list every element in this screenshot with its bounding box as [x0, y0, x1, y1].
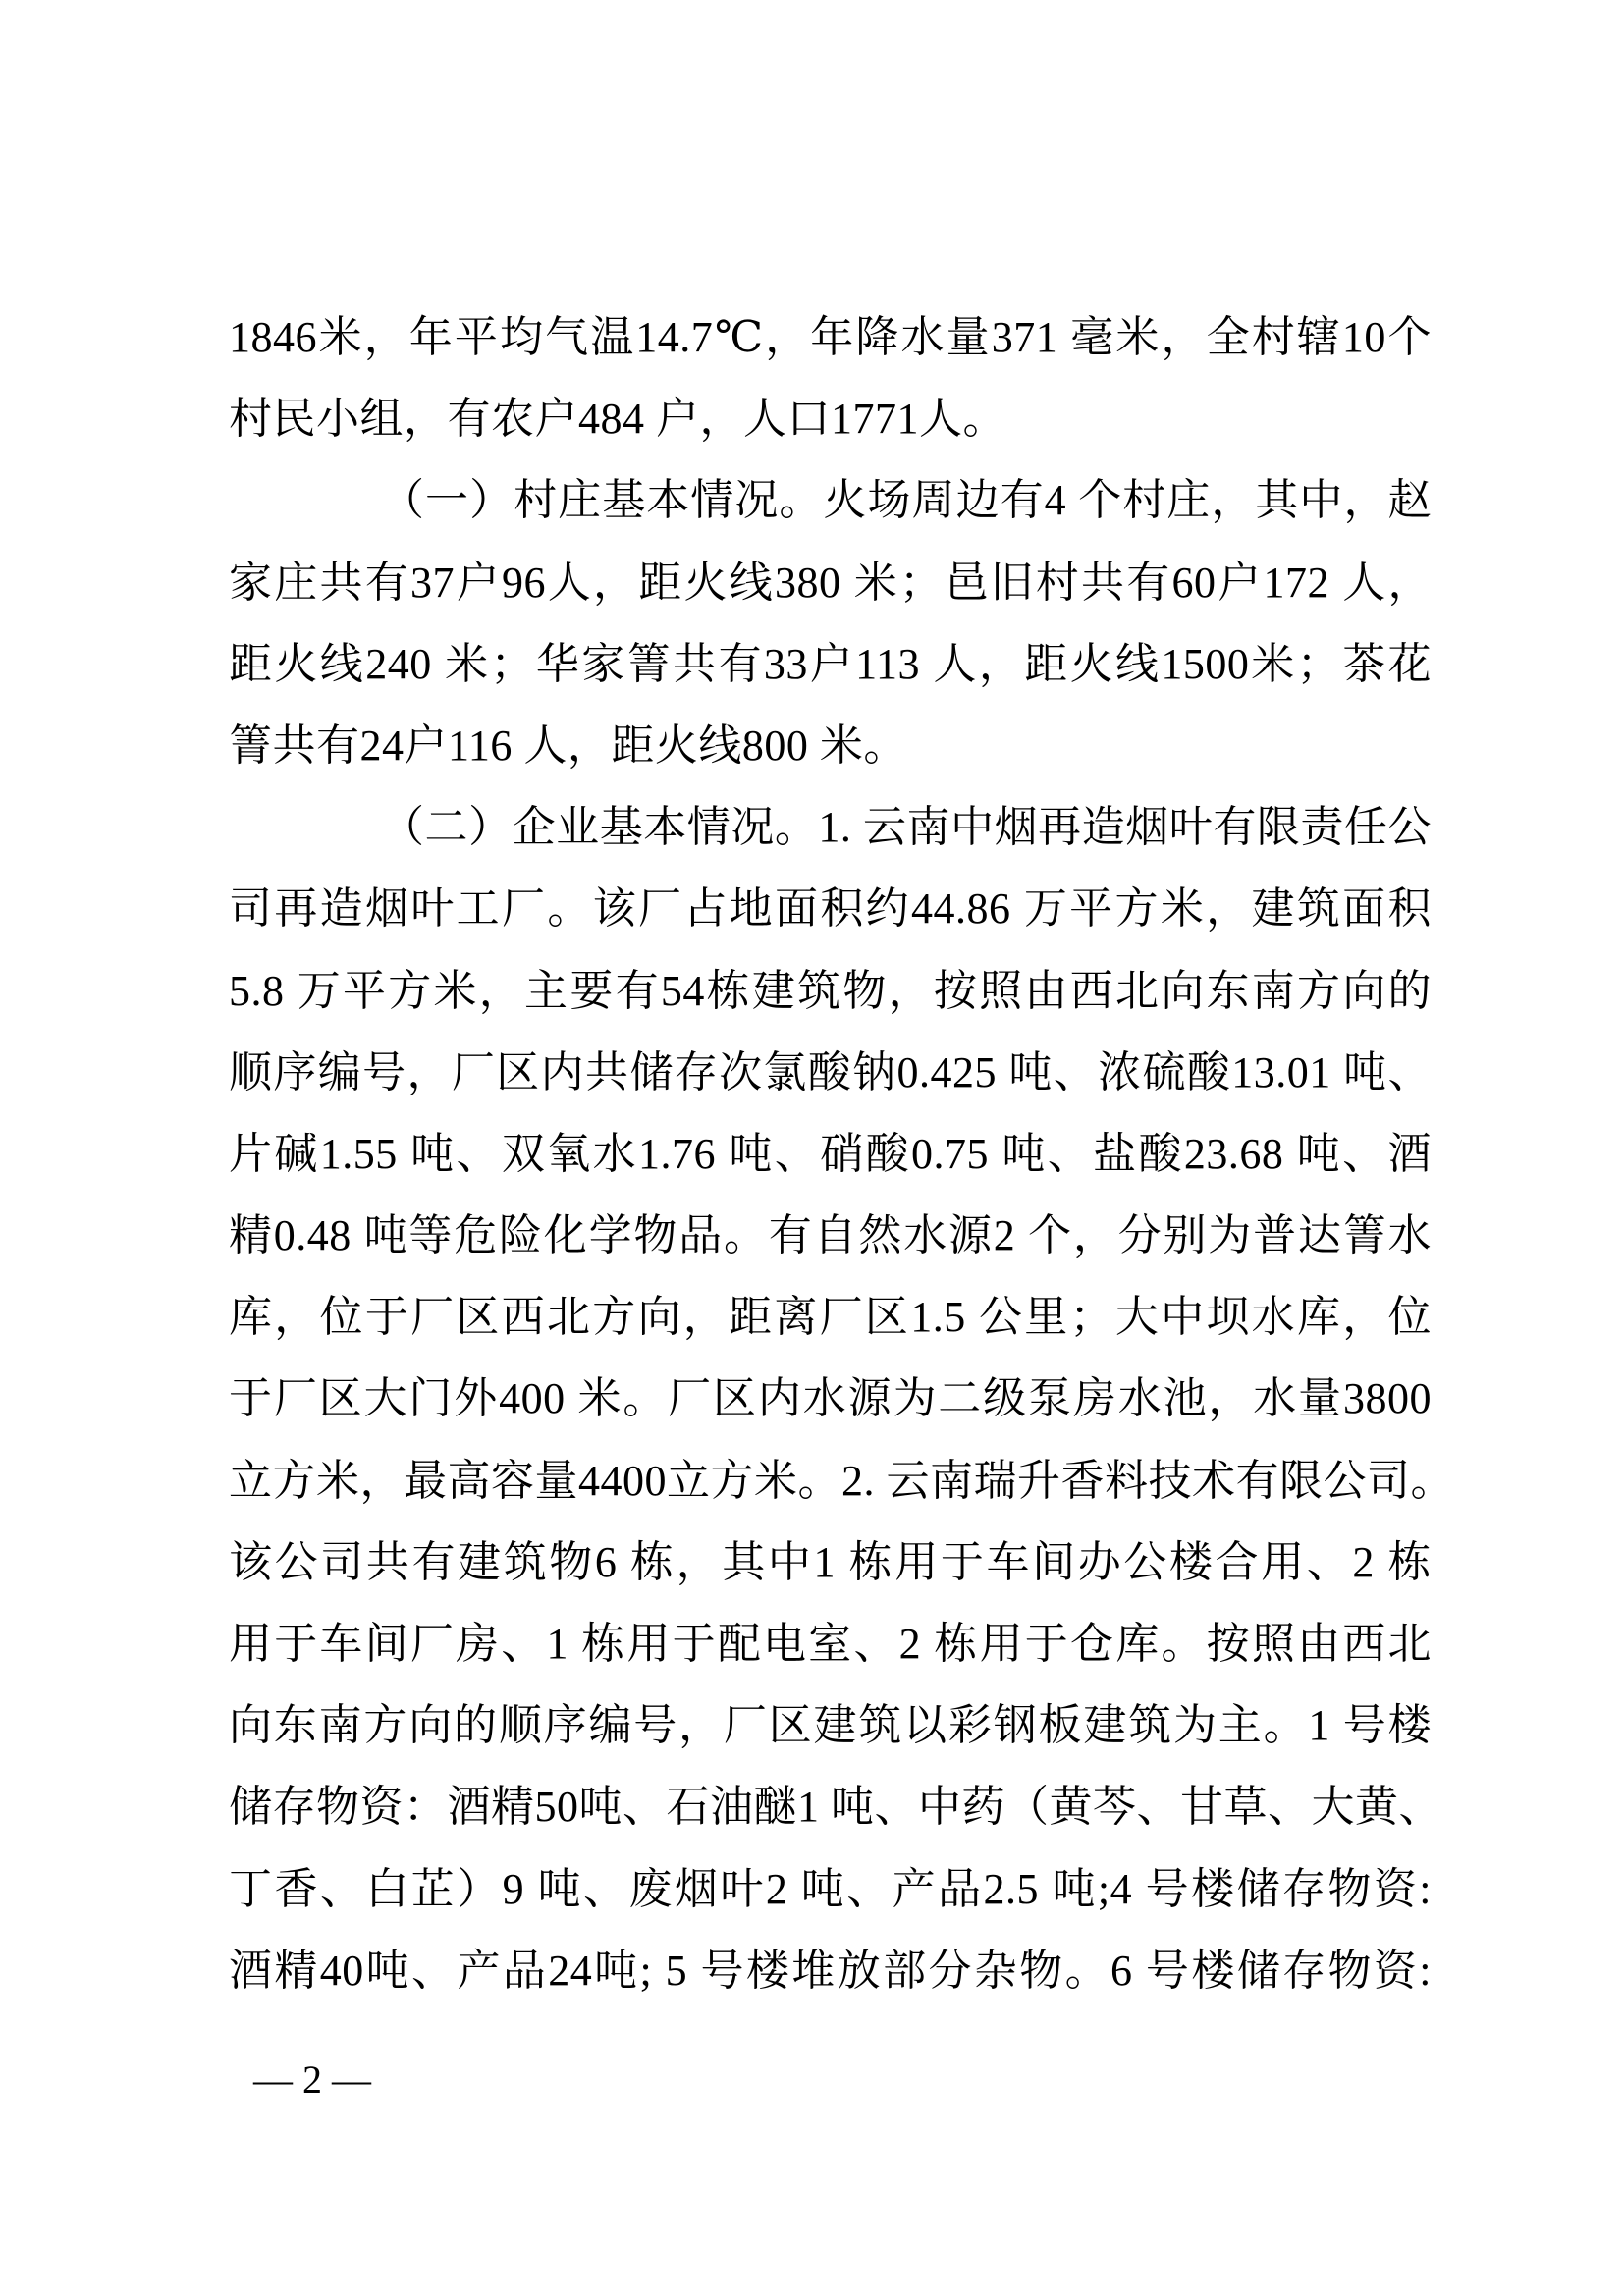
text-line: 5.8 万平方米，主要有54栋建筑物，按照由西北向东南方向的	[229, 966, 1432, 1015]
page-number: — 2 —	[253, 2057, 371, 2102]
text-line: 向东南方向的顺序编号，厂区建筑以彩钢板建筑为主。1 号楼	[229, 1701, 1432, 1750]
text-line: 顺序编号，厂区内共储存次氯酸钠0.425 吨、浓硫酸13.01 吨、	[229, 1047, 1432, 1096]
text-line: 储存物资：酒精50吨、石油醚1 吨、中药（黄芩、甘草、大黄、	[229, 1783, 1442, 1832]
paragraph-intro-continued	[229, 296, 1432, 459]
section-heading-line: （二）企业基本情况。1. 云南中烟再造烟叶有限责任公	[381, 803, 1432, 852]
text-line: 用于车间厂房、1 栋用于配电室、2 栋用于仓库。按照由西北	[229, 1620, 1432, 1668]
text-line: 司再造烟叶工厂。该厂占地面积约44.86 万平方米，建筑面积	[229, 884, 1432, 934]
text-line: 精0.48 吨等危险化学物品。有自然水源2 个，分别为普达箐水	[229, 1211, 1432, 1260]
text-line: 1846米，年平均气温14.7℃，年降水量371 毫米，全村辖10个	[229, 313, 1432, 361]
document-body	[229, 296, 1454, 2011]
text-line: 家庄共有37户96人，距火线380 米；邑旧村共有60户172 人，	[229, 558, 1432, 607]
text-line: 箐共有24户116 人，距火线800 米。	[229, 721, 907, 770]
text-line: 酒精40吨、产品24吨; 5 号楼堆放部分杂物。6 号楼储存物资:	[229, 1946, 1432, 1995]
text-line: 距火线240 米；华家箐共有33户113 人，距火线1500米；茶花	[229, 639, 1432, 688]
text-line: 村民小组，有农户484 户，人口1771人。	[229, 395, 1006, 444]
text-line: 立方米，最高容量4400立方米。2. 云南瑞升香料技术有限公司。	[229, 1456, 1454, 1505]
text-line: 片碱1.55 吨、双氧水1.76 吨、硝酸0.75 吨、盐酸23.68 吨、酒	[229, 1129, 1432, 1178]
paragraph-section-villages	[229, 459, 1432, 786]
paragraph-section-enterprises	[229, 786, 1454, 2011]
text-line: 该公司共有建筑物6 栋，其中1 栋用于车间办公楼合用、2 栋	[229, 1537, 1432, 1586]
section-heading-line: （一）村庄基本情况。火场周边有4 个村庄，其中，赵	[381, 476, 1432, 525]
text-line: 库，位于厂区西北方向，距离厂区1.5 公里；大中坝水库，位	[229, 1293, 1432, 1342]
text-line: 于厂区大门外400 米。厂区内水源为二级泵房水池，水量3800	[229, 1374, 1432, 1423]
text-line: 丁香、白芷）9 吨、废烟叶2 吨、产品2.5 吨;4 号楼储存物资:	[229, 1864, 1432, 1913]
